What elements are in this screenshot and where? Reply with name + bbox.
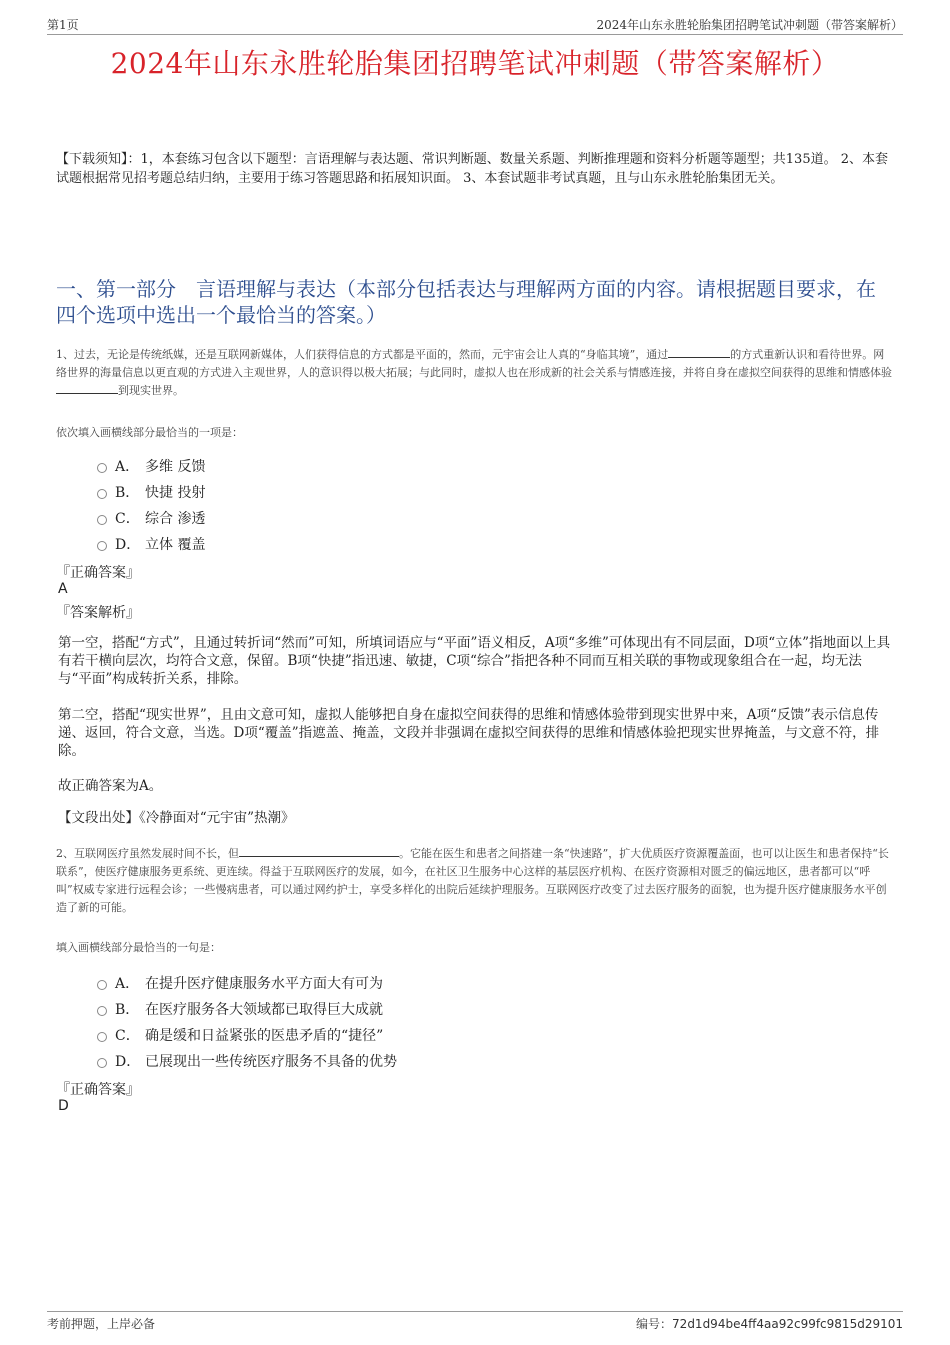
option-letter: B． — [115, 485, 140, 501]
option-b[interactable] — [97, 996, 397, 1022]
fill-blank — [239, 845, 399, 857]
option-letter: C． — [115, 1028, 140, 1044]
option-letter: A． — [115, 976, 140, 992]
page-number: 第1页 — [47, 18, 79, 32]
option-d[interactable] — [97, 1048, 397, 1074]
radio-icon[interactable] — [97, 515, 107, 525]
section-title: 一、第一部分 言语理解与表达（本部分包括表达与理解两方面的内容。请根据题目要求，在四个选项中选出一个最恰当的答案。） — [56, 277, 876, 327]
radio-icon[interactable] — [97, 489, 107, 499]
option-letter: D． — [115, 537, 141, 553]
question-2-options — [97, 970, 397, 1074]
option-text: 快捷 投射 — [145, 485, 206, 501]
option-text: 确是缓和日益紧张的医患矛盾的“捷径” — [145, 1028, 384, 1044]
question-1-options — [97, 453, 205, 557]
option-c[interactable] — [97, 1022, 397, 1048]
code-label: 编号： — [636, 1317, 673, 1331]
radio-icon[interactable] — [97, 1032, 107, 1042]
analysis-paragraph: 第二空，搭配“现实世界”，且由文意可知，虚拟人能够把自身在虚拟空间获得的思维和情感体验带到现实世界中来，A项“反馈”表示信息传递、返回，符合文意，当选。D项“覆盖”指遮盖、掩盖，文段并非强调在虚拟空间获得的思维和情感体验把现实世界掩盖，与文意不符，排除。 — [58, 707, 880, 759]
download-notice: 【下载须知】：1，本套练习包含以下题型：言语理解与表达题、常识判断题、数量关系题、判断推理题和资料分析题等题型；共135道。 2、本套试题根据常见招考题总结归纳，主要用于练习答题思路和拓展知识面。 3、本套试题非考试真题，且与山东永胜轮胎集团无关。 — [56, 152, 888, 186]
question-1-text-part-b: 的方式重新认识和看待世界。网络世界的海量信息以更直观的方式进入主观世界，人的意识得以极大拓展；与此同时，虚拟人也在形成新的社会关系与情感连接，并将自身在虚拟空间获得的思维和情感体验 — [56, 348, 892, 379]
passage-source: 【文段出处】《冷静面对“元宇宙”热潮》 — [58, 810, 295, 826]
option-d[interactable] — [97, 531, 205, 557]
page-footer — [47, 1311, 903, 1332]
question-2-text — [56, 845, 894, 917]
document-code — [636, 1315, 903, 1332]
analysis-label: 『答案解析』 — [56, 605, 140, 621]
option-text: 在提升医疗健康服务水平方面大有可为 — [145, 976, 383, 992]
radio-icon[interactable] — [97, 1006, 107, 1016]
correct-answer-label: 『正确答案』 — [56, 1082, 140, 1098]
radio-icon[interactable] — [97, 541, 107, 551]
option-text: 多维 反馈 — [145, 459, 206, 475]
option-letter: A． — [115, 459, 140, 475]
option-letter: C． — [115, 511, 140, 527]
correct-answer: D — [58, 1098, 69, 1114]
correct-answer: A — [58, 581, 68, 597]
radio-icon[interactable] — [97, 463, 107, 473]
question-1-prompt: 依次填入画横线部分最恰当的一项是： — [56, 426, 243, 439]
code-value: 72d1d94be4ff4aa92c99fc9815d29101 — [672, 1317, 903, 1331]
question-2-text-part-a: 2、互联网医疗虽然发展时间不长，但 — [56, 847, 239, 860]
question-1-text — [56, 346, 894, 400]
option-text: 立体 覆盖 — [145, 537, 206, 553]
radio-icon[interactable] — [97, 980, 107, 990]
fill-blank — [56, 382, 118, 394]
option-text: 已展现出一些传统医疗服务不具备的优势 — [145, 1054, 397, 1070]
option-text: 在医疗服务各大领域都已取得巨大成就 — [145, 1002, 383, 1018]
fill-blank — [668, 346, 730, 358]
option-letter: D． — [115, 1054, 141, 1070]
question-1-text-part-a: 1、过去，无论是传统纸媒，还是互联网新媒体，人们获得信息的方式都是平面的，然而，元宇宙会让人真的“身临其境”，通过 — [56, 348, 669, 361]
option-a[interactable] — [97, 453, 205, 479]
question-2-text-part-b: 。它能在医生和患者之间搭建一条“快速路”，扩大优质医疗资源覆盖面，也可以让医生和患者保持“长联系”，使医疗健康服务更系统、更连续。得益于互联网医疗的发展，如今，在社区卫生服务中心这样的基层医疗机构、在医疗资源相对匮乏的偏远地区，患者都可以“呼叫”权威专家进行远程会诊；一些慢病患者，可以通过网约护士，享受多样化的出院后延续护理服务。互联网医疗改变了过去医疗服务的面貌，也为提升医疗健康服务水平创造了新的可能。 — [56, 847, 889, 914]
radio-icon[interactable] — [97, 1058, 107, 1068]
option-b[interactable] — [97, 479, 205, 505]
running-title: 2024年山东永胜轮胎集团招聘笔试冲刺题（带答案解析） — [596, 18, 903, 32]
correct-answer-label: 『正确答案』 — [56, 565, 140, 581]
option-text: 综合 渗透 — [145, 511, 206, 527]
option-letter: B． — [115, 1002, 140, 1018]
question-1-text-part-c: 到现实世界。 — [118, 384, 184, 397]
analysis-conclusion: 故正确答案为A。 — [58, 778, 163, 794]
question-2-prompt: 填入画横线部分最恰当的一句是： — [56, 941, 221, 954]
analysis-paragraph: 第一空，搭配“方式”，且通过转折词“然而”可知，所填词语应与“平面”语义相反，A项“多维”可体现出有不同层面，D项“立体”指地面以上具有若干横向层次，均符合文意，保留。B项“快捷”指迅速、敏捷，C项“综合”指把各种不同而互相关联的事物或现象组合在一起，均无法与“平面”构成转折关系，排除。 — [58, 635, 891, 687]
option-c[interactable] — [97, 505, 205, 531]
page-header — [47, 14, 903, 35]
footer-slogan: 考前押题，上岸必备 — [47, 1317, 156, 1331]
document-title: 2024年山东永胜轮胎集团招聘笔试冲刺题（带答案解析） — [110, 47, 840, 80]
option-a[interactable] — [97, 970, 397, 996]
